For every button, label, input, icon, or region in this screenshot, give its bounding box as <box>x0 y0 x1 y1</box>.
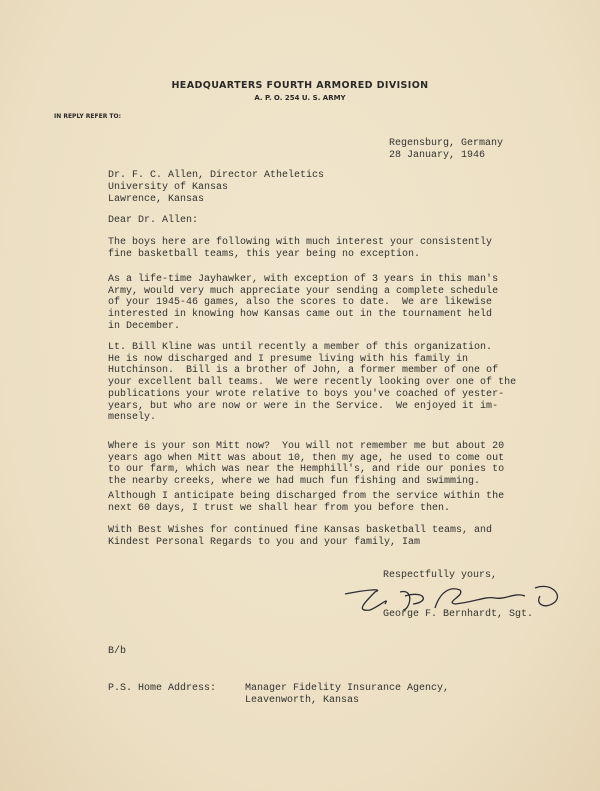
signer-name: George F. Bernhardt, Sgt. <box>383 609 534 620</box>
body-line: fine basketball teams, this year being no exception. <box>108 248 421 260</box>
ps-address-line: Leavenworth, Kansas <box>245 695 360 706</box>
letterhead-title: HEADQUARTERS FOURTH ARMORED DIVISION <box>171 80 429 91</box>
body-line: Hutchinson. Bill is a brother of John, a former member of one of <box>108 365 499 377</box>
place: Regensburg, Germany <box>389 138 504 149</box>
body-line: publications your wrote relative to boys you've coached of yester- <box>108 388 505 400</box>
body-line: Where is your son Mitt now? You will not remember me but about 20 <box>108 441 505 452</box>
date: 28 January, 1946 <box>389 150 486 161</box>
body-line: years ago when Mitt was about 10, then my age, he used to come out <box>108 452 505 464</box>
recipient-line: Lawrence, Kansas <box>108 194 205 205</box>
body-line: of your 1945-46 games, also the scores to date. We are likewise <box>108 297 493 309</box>
salutation: Dear Dr. Allen: <box>108 215 199 226</box>
body-line: years, but who are now or were in the Service. We enjoyed it im- <box>108 400 499 412</box>
body-line: With Best Wishes for continued fine Kansas basketball teams, and <box>108 525 493 536</box>
body-line: The boys here are following with much interest your consistently <box>108 237 493 248</box>
reply-refer-label: IN REPLY REFER TO: <box>54 113 121 120</box>
letterhead-subtitle: A. P. O. 254 U. S. ARMY <box>254 94 346 102</box>
body-line: Lt. Bill Kline was until recently a member of this organization. <box>108 342 493 353</box>
recipient-line: Dr. F. C. Allen, Director Atheletics <box>108 170 325 181</box>
body-line: He is now discharged and I presume living with his family in <box>108 353 469 365</box>
recipient-line: University of Kansas <box>108 182 229 193</box>
initials: B/b <box>108 646 127 657</box>
body-line: mensely. <box>108 412 157 424</box>
ps-label: P.S. Home Address: <box>108 683 217 694</box>
body-line: in December. <box>108 320 181 332</box>
body-line: to our farm, which was near the Hemphill's, and ride our ponies to <box>108 464 505 476</box>
ps-address-line: Manager Fidelity Insurance Agency, <box>245 683 450 694</box>
body-line: the nearby creeks, where we had much fun fishing and swimming. <box>108 476 481 488</box>
body-line: Kindest Personal Regards to you and your family, Iam <box>108 536 421 548</box>
body-line: As a life-time Jayhawker, with exception of 3 years in this man's <box>108 274 499 285</box>
body-line: Army, would very much appreciate your sending a complete schedule <box>108 285 499 297</box>
body-line: next 60 days, I trust we shall hear from you before then. <box>108 502 451 514</box>
body-line: interested in knowing how Kansas came out in the tournament held <box>108 309 493 321</box>
body-line: Although I anticipate being discharged from the service within the <box>108 491 505 502</box>
body-line: your excellent ball teams. We were recently looking over one of the <box>108 377 517 389</box>
closing: Respectfully yours, <box>383 570 498 581</box>
